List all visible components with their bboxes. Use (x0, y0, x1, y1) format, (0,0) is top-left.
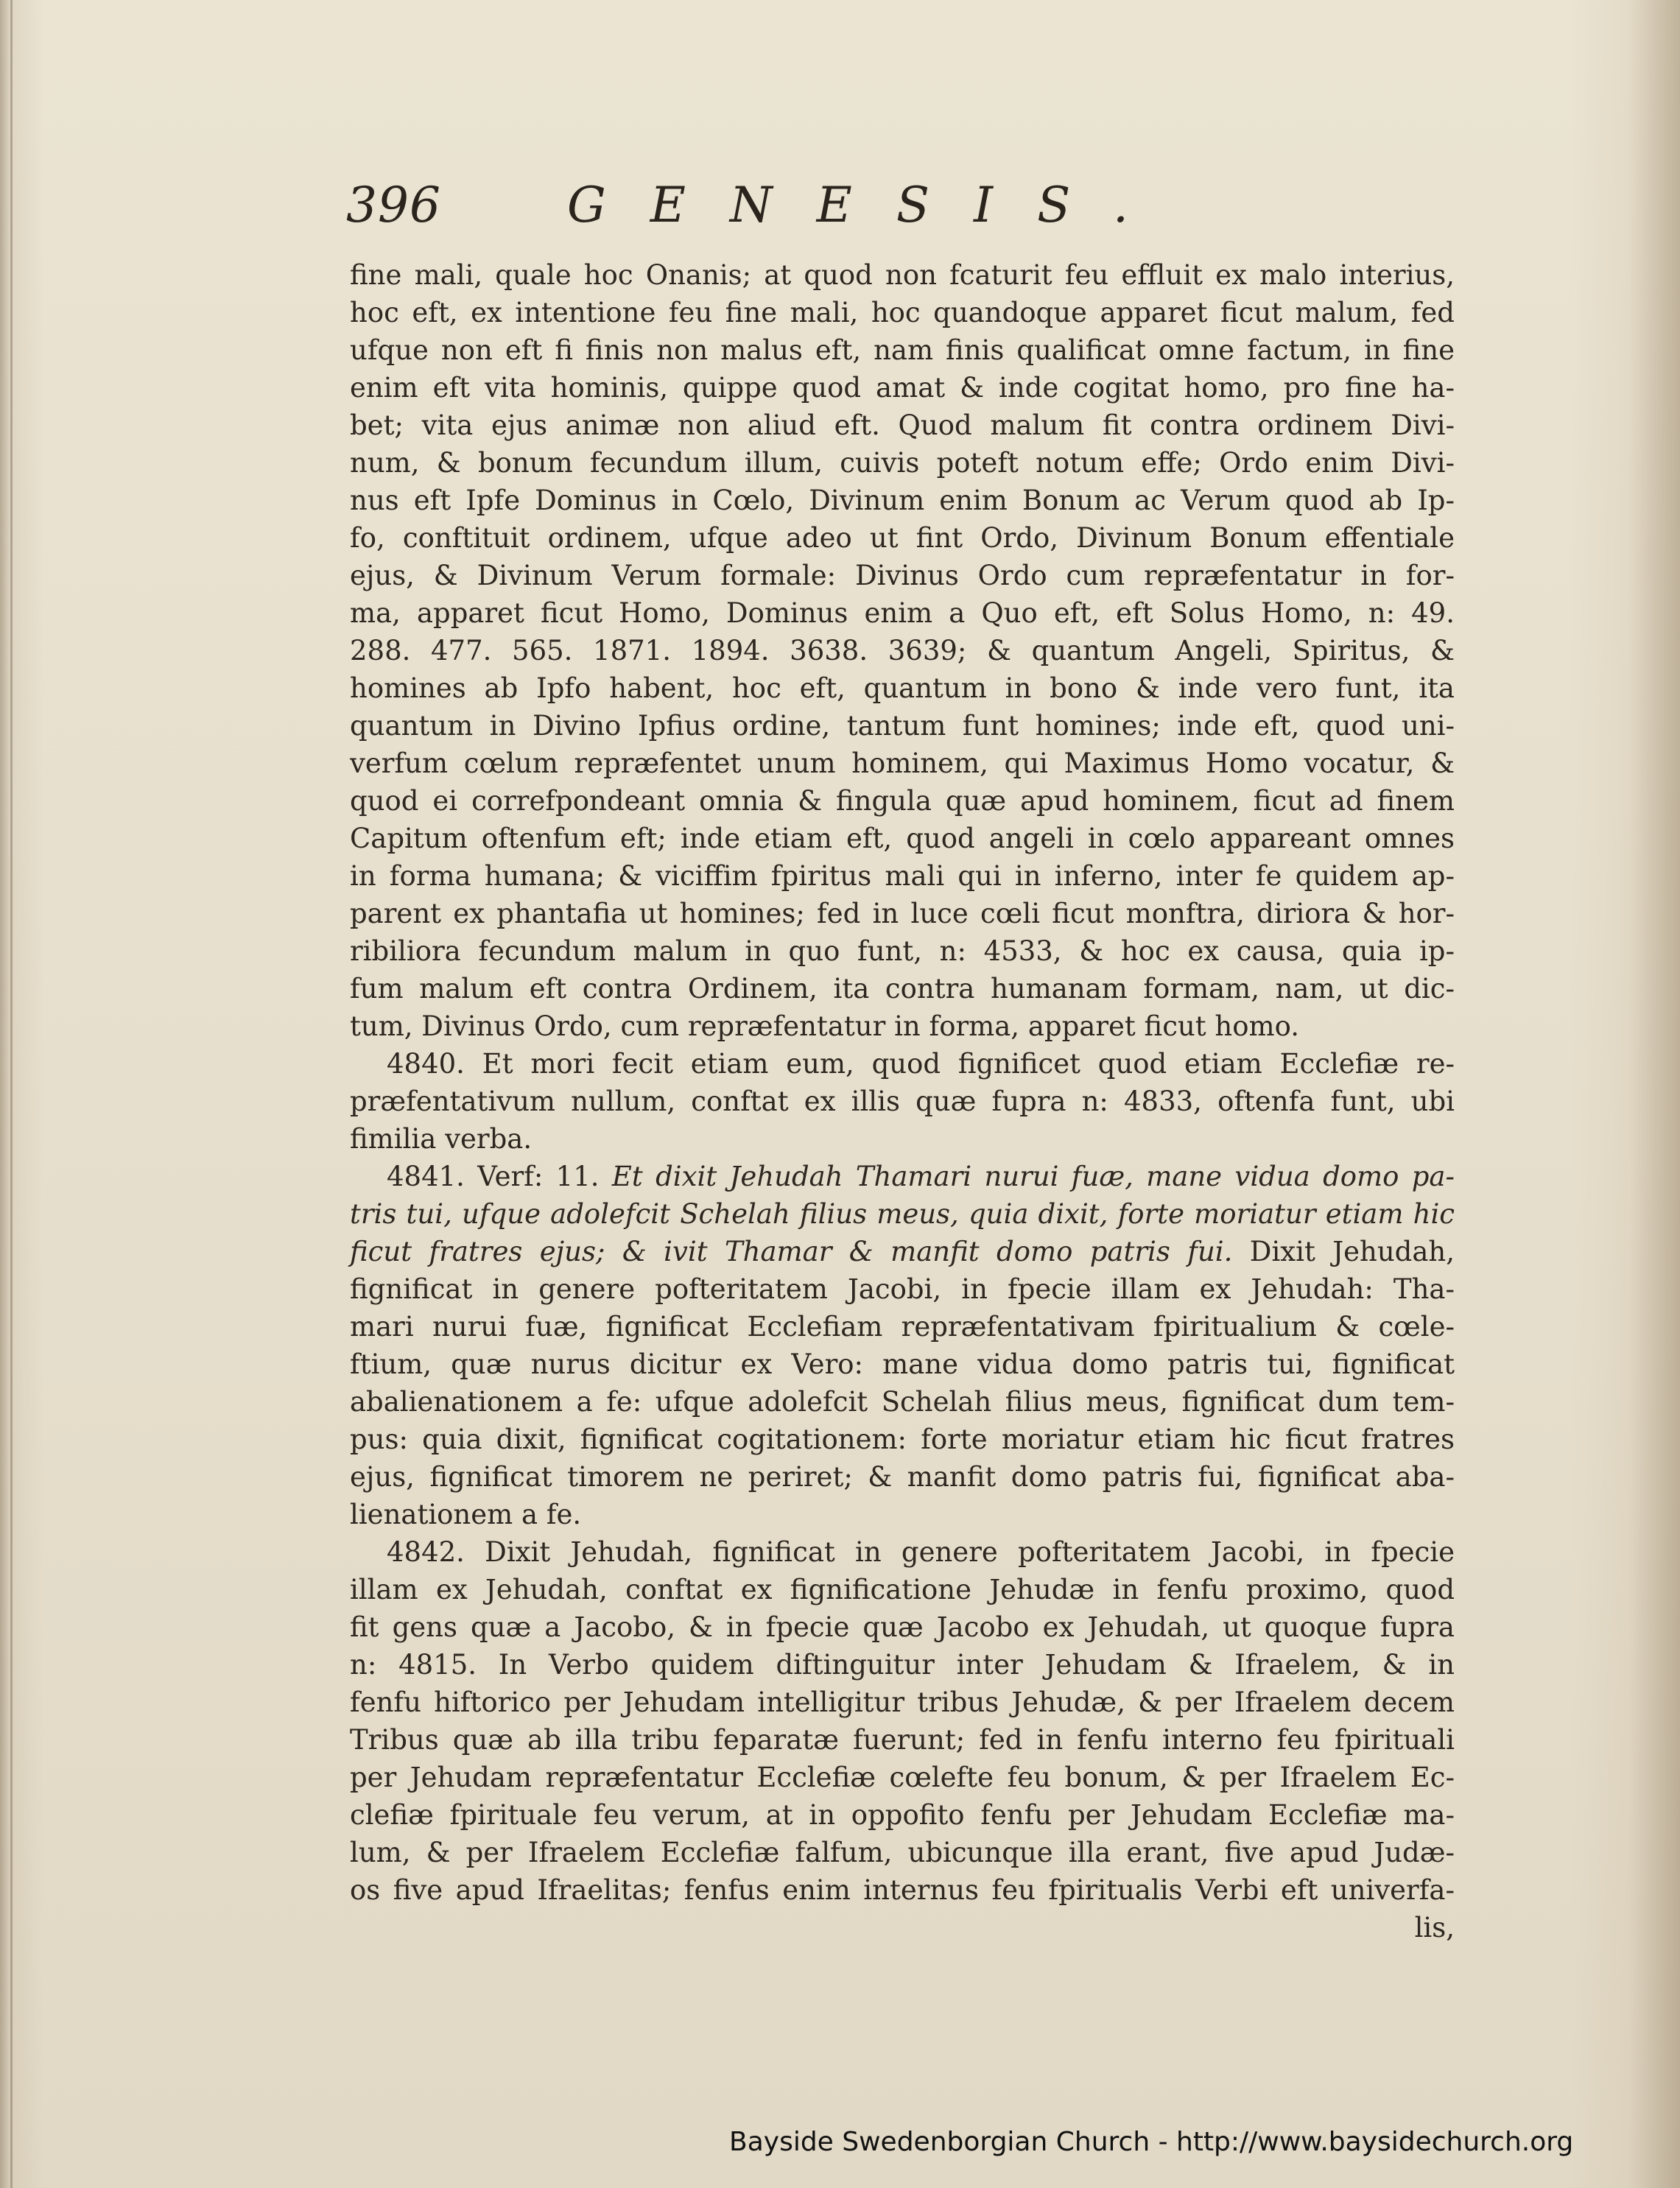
text-line: in forma humana; & viciffim fpiritus mali qui in inferno, inter fe quidem ap- (350, 860, 1455, 892)
text-line: fenfu hiftorico per Jehudam intelligitur tribus Jehudæ, & per Ifraelem decem (350, 1686, 1455, 1718)
text-line: ribiliora fecundum malum in quo funt, n: 4533, & hoc ex causa, quia ip- (350, 935, 1455, 967)
text-line: n: 4815. In Verbo quidem diftinguitur inter Jehudam & Ifraelem, & in (350, 1649, 1455, 1681)
text-line: enim eft vita hominis, quippe quod amat & inde cogitat homo, pro fine ha- (350, 372, 1455, 404)
text-line: quod ei correfpondeant omnia & fingula quæ apud hominem, ficut ad finem (350, 785, 1455, 817)
text-line: pus: quia dixit, fignificat cogitationem: forte moriatur etiam hic ficut fratres (350, 1424, 1455, 1455)
text-line: per Jehudam repræfentatur Ecclefiæ cœlefte feu bonum, & per Ifraelem Ec- (350, 1762, 1455, 1793)
text-line: os five apud Ifraelitas; fenfus enim internus feu fpiritualis Verbi eft univerfa- (350, 1874, 1455, 1906)
text-line: lum, & per Ifraelem Ecclefiæ falfum, ubicunque illa erant, five apud Judæ- (350, 1837, 1455, 1868)
text-line: verfum cœlum repræfentet unum hominem, qui Maximus Homo vocatur, & (350, 747, 1455, 779)
text-line: fine mali, quale hoc Onanis; at quod non fcaturit feu effluit ex malo interius, (350, 259, 1455, 291)
running-title: GENESIS. (567, 177, 1173, 233)
text-line: ftium, quæ nurus dicitur ex Vero: mane vidua domo patris tui, fignificat (350, 1348, 1455, 1380)
text-line: homines ab Ipfo habent, hoc eft, quantum in bono & inde vero funt, ita (350, 672, 1455, 704)
text-line: Tribus quæ ab illa tribu feparatæ fuerunt; fed in fenfu interno feu fpirituali (350, 1724, 1455, 1756)
text-line: ejus, & Divinum Verum formale: Divinus Ordo cum repræfentatur in for- (350, 560, 1455, 591)
page-header (346, 177, 1466, 243)
commentary-start: Dixit Jehudah, (1249, 1236, 1455, 1267)
text-line: mari nurui fuæ, fignificat Ecclefiam repræfentativam fpiritualium & cœle- (350, 1311, 1455, 1343)
text-line: hoc eft, ex intentione feu fine mali, hoc quandoque apparet ficut malum, fed (350, 297, 1455, 328)
paragraph-4841-start (350, 1158, 1455, 1195)
text-line: parent ex phantafia ut homines; fed in luce cœli ficut monftra, diriora & hor- (350, 898, 1455, 929)
verse-reference: 4841. Verf: 11. (387, 1161, 600, 1192)
text-line: ufque non eft fi finis non malus eft, nam finis qualificat omne factum, in fine (350, 334, 1455, 366)
text-line: nus eft Ipfe Dominus in Cœlo, Divinum enim Bonum ac Verum quod ab Ip- (350, 485, 1455, 516)
catchword: lis, (1414, 1912, 1455, 1943)
text-line: ma, apparet ficut Homo, Dominus enim a Quo eft, eft Solus Homo, n: 49. (350, 597, 1455, 629)
text-line: bet; vita ejus animæ non aliud eft. Quod malum fit contra ordinem Divi- (350, 409, 1455, 441)
text-line: Capitum oftenfum eft; inde etiam eft, quod angeli in cœlo appareant omnes (350, 823, 1455, 854)
text-line: 288. 477. 565. 1871. 1894. 3638. 3639; & quantum Angeli, Spiritus, & (350, 635, 1455, 666)
paragraph-4840-start: 4840. Et mori fecit etiam eum, quod fignificet quod etiam Ecclefiæ re- (387, 1048, 1455, 1080)
text-line: ejus, fignificat timorem ne periret; & manfit domo patris fui, fignificat aba- (350, 1461, 1455, 1493)
text-line: lienationem a fe. (350, 1499, 582, 1530)
text-line: fum malum eft contra Ordinem, ita contra humanam formam, nam, ut dic- (350, 973, 1455, 1005)
text-line: tum, Divinus Ordo, cum repræfentatur in forma, apparet ficut homo. (350, 1010, 1299, 1042)
text-line: fignificat in genere pofteritatem Jacobi, in fpecie illam ex Jehudah: Tha- (350, 1273, 1455, 1305)
text-line: num, & bonum fecundum illum, cuivis poteft notum effe; Ordo enim Divi- (350, 447, 1455, 479)
footer-credit: Bayside Swedenborgian Church - http://www.baysidechurch.org (729, 2127, 1574, 2157)
text-line: fimilia verba. (350, 1123, 533, 1155)
text-line: præfentativum nullum, conftat ex illis quæ fupra n: 4833, oftenfa funt, ubi (350, 1086, 1455, 1117)
verse-quote-end: ficut fratres ejus; & ivit Thamar & manfit domo patris fui. (350, 1236, 1233, 1267)
page-number: 396 (346, 177, 441, 233)
paragraph-4842-start: 4842. Dixit Jehudah, fignificat in genere pofteritatem Jacobi, in fpecie (387, 1536, 1455, 1568)
body-text (350, 256, 1455, 1946)
text-line: illam ex Jehudah, conftat ex fignificatione Jehudæ in fenfu proximo, quod (350, 1574, 1455, 1605)
text-line: abalienationem a fe: ufque adolefcit Schelah filius meus, fignificat dum tem- (350, 1386, 1455, 1418)
verse-quote-line: tris tui, ufque adolefcit Schelah filius meus, quia dixit, forte moriatur etiam hic (350, 1198, 1455, 1230)
page-gutter (10, 0, 13, 2188)
text-line: fit gens quæ a Jacobo, & in fpecie quæ Jacobo ex Jehudah, ut quoque fupra (350, 1611, 1455, 1643)
text-line: clefiæ fpirituale feu verum, at in oppofito fenfu per Jehudam Ecclefiæ ma- (350, 1799, 1455, 1831)
text-line: fo, conftituit ordinem, ufque adeo ut fint Ordo, Divinum Bonum effentiale (350, 522, 1455, 554)
verse-quote: Et dixit Jehudah Thamari nurui fuæ, mane vidua domo pa- (611, 1161, 1455, 1192)
text-line: quantum in Divino Ipfius ordine, tantum funt homines; inde eft, quod uni- (350, 710, 1455, 742)
text-line (350, 1233, 1455, 1270)
